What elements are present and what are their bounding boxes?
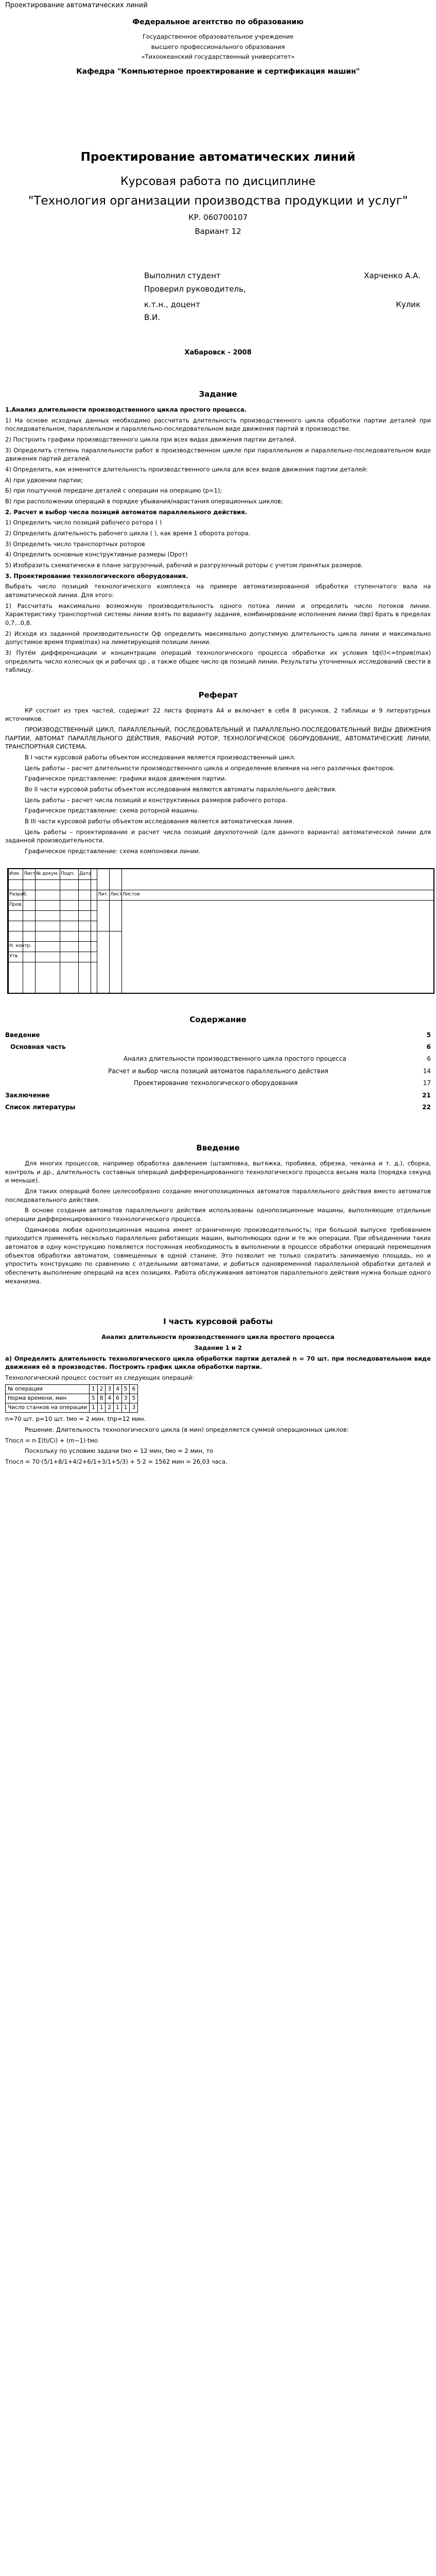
- part1-heading: I часть курсовой работы: [163, 1317, 273, 1327]
- toc-page: 22: [422, 1103, 431, 1111]
- table-row: [6, 1394, 138, 1403]
- table-cell: 1: [90, 1384, 98, 1394]
- assignment-item: Б) при поштучной передаче деталей с операции на операцию (p=1);: [5, 487, 222, 495]
- part1-subheading: Анализ длительности производственного цикла простого процесса: [101, 1333, 335, 1341]
- institution-line-1: Государственное образовательное учреждение: [142, 33, 294, 41]
- supervisor-label: Проверил руководитель,: [144, 284, 246, 294]
- abstract-paragraph: В I части курсовой работы объектом исследования является производственный цикл.: [25, 754, 296, 761]
- supervisor-title-row: [144, 299, 431, 311]
- assignment-item: 3) Определить степень параллельности работ в производственном цикле при параллельном и параллельно-последовательном виде движения партий деталей.: [5, 446, 431, 463]
- abstract-paragraph: Графическое представление: схема роторной машины.: [25, 807, 199, 815]
- intro-paragraph: Для многих процессов, например обработка давлением (штамповка, вытяжка, пробивка, обрезка, чеканка и т. д.), сборка, контроль и др., длительность составных операций дифференцированного технологического процесса весьма мала (порядка секунд и меньше).: [5, 1160, 431, 1184]
- abstract-paragraph: Цель работы – проектирование и расчет числа позиций двухпоточной (для данного варианта) автоматической линии для заданной производительности.: [5, 828, 431, 844]
- stamp-label: Изм.: [9, 871, 21, 876]
- toc-row[interactable]: [5, 1067, 431, 1076]
- stamp-label: Лист: [110, 891, 122, 897]
- title-block-stamp: [7, 868, 434, 994]
- intro-paragraph: Одинакова любая однопозиционная машина имеет ограниченную производительность; при большой выпуске требованием приходится применять несколько параллельно работающих машин, выполняющих одни и те же операции. При объединении таких автоматов в одну конструкцию появляется постоянная необходимость в выполнении в процессе обработки операций перемещения объектов обработки автоматом, совмещенных в одной станине. Это позволит не только сократить занимаемую площадь, но и упростить конструкцию по сравнению с отдельными автоматами, и добиться одновременной параллельной обработки деталей и обеспечить выполнение операций на всех позициях. Работа обслуживания автоматов параллельного действия нужна больше одного механизма.: [5, 1226, 431, 1285]
- table-cell: 6: [114, 1394, 122, 1403]
- toc-entry: Расчет и выбор числа позиций автоматов параллельного действия: [108, 1067, 328, 1075]
- supervisor-initials-row: [144, 312, 431, 324]
- assignment-part2-title: 2. Расчет и выбор числа позиций автоматов параллельного действия.: [5, 508, 247, 516]
- city-year: Хабаровск - 2008: [184, 349, 252, 357]
- document-title: Проектирование автоматических линий: [5, 2, 148, 9]
- assignment-part3-title: 3. Проектирование технологического оборудования.: [5, 572, 188, 580]
- table-cell: 5: [90, 1394, 98, 1403]
- formula: Tпосл = n·Σ(ti/Ci) + (m−1)·tмо: [5, 1436, 98, 1444]
- stamp-label: Разраб.: [9, 891, 28, 897]
- abstract-keywords: ПРОИЗВОДСТВЕННЫЙ ЦИКЛ, ПАРАЛЛЕЛЬНЫЙ, ПОСЛЕДОВАТЕЛЬНЫЙ И ПАРАЛЛЕЛЬНО-ПОСЛЕДОВАТЕЛЬНЫЙ ВИДЫ ДВИЖЕНИЯ ПАРТИИ, АВТОМАТ ПАРАЛЛЕЛЬНОГО ДЕЙСТВИЯ, РАБОЧИЙ РОТОР, ТЕХНОЛОГИЧЕСКОЕ ОБОРУДОВАНИЕ, АВТОМАТИЧЕСКИЕ ЛИНИИ, ТРАНСПОРТНАЯ СИСТЕМА.: [5, 726, 431, 751]
- abstract-paragraph: Во II части курсовой работы объектом исследования являются автоматы параллельного действия.: [25, 786, 337, 793]
- table-cell: 6: [130, 1384, 138, 1394]
- table-cell: Число станков на операции: [6, 1403, 90, 1412]
- toc-heading: Содержание: [189, 1014, 247, 1024]
- toc-section: [5, 1014, 431, 1112]
- toc-row[interactable]: [5, 1031, 431, 1040]
- toc-page: 21: [422, 1091, 431, 1099]
- table-cell: 1: [90, 1403, 98, 1412]
- assignment-section: [5, 389, 431, 674]
- toc-entry: Заключение: [5, 1091, 50, 1099]
- part1-section: [5, 1316, 431, 1466]
- intro-paragraph: В основе создания автоматов параллельного действия использованы однопозиционные машины, выполняющие отдельные операции дифференцированного технологического процесса.: [5, 1207, 431, 1223]
- assignment-item: 2) Определить длительность рабочего цикла ( ), как время 1 оборота ротора.: [5, 529, 251, 537]
- assignment-item: 3) Путём дифференциации и концентрации операций технологического процесса обработки их условия tф(i)<=tприв(max) определить число колесных qк и рабочих qр , а также общее число qв позиций линии. Результаты уточненных исследований свести в таблицу.: [5, 649, 431, 674]
- document-page: [0, 1, 436, 2576]
- supervisor-row: [144, 284, 431, 295]
- abstract-paragraph: Цель работы – расчет числа позиций и конструктивных размеров рабочего ротора.: [25, 796, 288, 804]
- toc-row[interactable]: [5, 1103, 431, 1112]
- toc-entry: Проектирование технологического оборудования: [134, 1079, 298, 1087]
- formula: Поскольку по условию задачи tмо = 12 мин, tмо = 2 мин, то: [25, 1447, 214, 1455]
- table-cell: 3: [130, 1403, 138, 1412]
- assignment-part1-title: 1.Анализ длительности производственного цикла простого процесса.: [5, 405, 247, 413]
- toc-entry: Основная часть: [10, 1043, 66, 1050]
- table-cell: № операции: [6, 1384, 90, 1394]
- abstract-paragraph: Цель работы – расчет длительности производственного цикла и определение влияния на него различных факторов.: [25, 764, 395, 772]
- assignment-item: 4) Определить, как изменится длительность производственного цикла для всех видов движения партии деталей:: [5, 465, 368, 473]
- abstract-paragraph: КР состоит из трех частей, содержит 22 листа формата А4 и включает в себя 8 рисунков, 2 таблицы и 9 литературных источников.: [5, 706, 431, 723]
- topic-title: Проектирование автоматических линий: [80, 150, 356, 164]
- abstract-paragraph: В III части курсовой работы объектом исследования является автоматическая линия.: [25, 818, 294, 825]
- assignment-item: 2) Исходя из заданной производительности Qф определить максимально допустимую длительность цикла линии и максимально допустимое время tприв(max) на лимитирующей позиции линии.: [5, 630, 431, 646]
- toc-page: 17: [423, 1079, 431, 1087]
- stamp-label: Лит.: [98, 891, 109, 897]
- work-code: КР. 060700107: [188, 212, 248, 222]
- table-cell: 3: [106, 1384, 114, 1394]
- assignment-heading: Задание: [199, 389, 237, 399]
- author-row: [144, 270, 431, 282]
- table-cell: 1: [97, 1403, 106, 1412]
- table-cell: 2: [97, 1384, 106, 1394]
- toc-page: 14: [423, 1067, 431, 1075]
- assignment-item: А) при удвоении партии;: [5, 476, 83, 484]
- part1-given: n=70 шт. p=10 шт. tмо = 2 мин. tпр=12 мин.: [5, 1415, 146, 1423]
- part1-solution: Решение. Длительность технологического цикла (в мин) определяется суммой операционных циклов:: [25, 1426, 349, 1433]
- intro-section: [5, 1143, 431, 1285]
- toc-page: 5: [426, 1031, 431, 1039]
- table-cell: 4: [106, 1394, 114, 1403]
- part1-task-text: а) Определить длительность технологического цикла обработки партии деталей n = 70 шт. при последовательном виде движения её в производстве. Построить график цикла обработки партии.: [5, 1354, 431, 1371]
- table-row: [6, 1403, 138, 1412]
- variant: Вариант 12: [195, 227, 241, 236]
- intro-heading: Введение: [196, 1143, 240, 1153]
- part1-conditions: Технологический процесс состоит из следующих операций:: [5, 1374, 195, 1381]
- stamp-label: Пров.: [9, 902, 23, 907]
- work-type: Курсовая работа по дисциплине: [120, 175, 316, 188]
- operations-table: [5, 1384, 138, 1413]
- assignment-item: 2) Построить графики производственного цикла при всех видах движения партии деталей.: [5, 435, 297, 443]
- toc-row[interactable]: [5, 1079, 431, 1088]
- agency: Федеральное агентство по образованию: [132, 18, 304, 26]
- table-cell: 1: [114, 1403, 122, 1412]
- stamp-label: Лист: [24, 871, 36, 876]
- table-cell: Норма времени, мин: [6, 1394, 90, 1403]
- author-label: Выполнил студент: [144, 271, 221, 281]
- stamp-label: Н. контр.: [9, 943, 32, 948]
- title-page: [5, 17, 431, 358]
- abstract-heading: Реферат: [198, 690, 238, 700]
- formula: Tпосл = 70·(5/1+8/1+4/2+6/1+3/1+5/3) + 5·2 = 1562 мин = 26,03 часа.: [5, 1458, 228, 1465]
- table-cell: 4: [114, 1384, 122, 1394]
- abstract-section: [5, 690, 431, 856]
- assignment-item: Выбрать число позиций технологического комплекса на примере автоматизированной обработки ступенчатого вала на автоматической линии. Для этого:: [5, 583, 431, 599]
- assignment-item: В) при расположении операций в порядке убывания/нарастания операционных циклов;: [5, 497, 283, 505]
- table-cell: 5: [121, 1384, 130, 1394]
- institution-line-3: «Тихоокеанский государственный университет»: [141, 53, 295, 61]
- table-cell: 5: [130, 1394, 138, 1403]
- assignment-item: 1) На основе исходных данных необходимо рассчитать длительность производственного цикла обработки партии деталей при последовательном, параллельном и параллельно-последовательном виде движения партий в производстве.: [5, 416, 431, 433]
- toc-page: 6: [426, 1043, 431, 1050]
- author-name: Харченко А.А.: [364, 271, 421, 281]
- abstract-paragraph: Графическое представление: графики видов движения партии.: [25, 775, 227, 783]
- assignment-item: 5) Изобразить схематически в плане загрузочный, рабочий и разгрузочный роторы с учетом принятых размеров.: [5, 561, 363, 569]
- stamp-label: Утв.: [9, 953, 19, 959]
- assignment-item: 1) Определить число позиций рабочего ротора ( ): [5, 519, 162, 527]
- toc-page: 6: [427, 1055, 431, 1063]
- institution-line-2: высшего профессионального образования: [151, 43, 285, 50]
- supervisor-initials: В.И.: [144, 313, 161, 323]
- table-cell: 3: [121, 1394, 130, 1403]
- assignment-item: 4) Определить основные конструктивные размеры (Dрот): [5, 551, 188, 558]
- toc-entry: Введение: [5, 1031, 40, 1039]
- toc-row[interactable]: [5, 1043, 431, 1052]
- stamp-label: № докум.: [36, 871, 59, 876]
- discipline: "Технология организации производства продукции и услуг": [28, 194, 408, 208]
- table-row: [6, 1384, 138, 1394]
- toc-entry: Список литературы: [5, 1103, 76, 1111]
- table-cell: 2: [106, 1403, 114, 1412]
- toc-row[interactable]: [5, 1091, 431, 1100]
- intro-paragraph: Для таких операций более целесообразно создание многопозиционных автоматов параллельного действия вместо автоматов последовательного действия.: [5, 1188, 431, 1204]
- stamp-label: Дата: [79, 871, 92, 876]
- department: Кафедра "Компьютерное проектирование и сертификация машин": [76, 67, 360, 76]
- table-cell: 1: [121, 1403, 130, 1412]
- stamp-label: Листов: [123, 891, 140, 897]
- stamp-label: Подп.: [61, 871, 75, 876]
- assignment-item: 1) Рассчитать максимально возможную производительность одного потока линии и определить число потоков линии. Характеристику транспортной системы линии взять по варианту задания, комбинирование исполнения линии (tвр) брать в пределах 0,7…0,8.: [5, 602, 431, 626]
- assignment-item: 3) Определить число транспортных роторов: [5, 540, 145, 548]
- part1-task: Задание 1 и 2: [194, 1344, 242, 1351]
- table-cell: 8: [97, 1394, 106, 1403]
- toc-entry: Анализ длительности производственного цикла простого процесса: [124, 1055, 346, 1063]
- abstract-paragraph: Графическое представление: схема компоновки линии.: [25, 848, 201, 855]
- toc-row[interactable]: [5, 1055, 431, 1063]
- supervisor-title: к.т.н., доцент: [144, 299, 200, 309]
- supervisor-name: Кулик: [396, 299, 421, 309]
